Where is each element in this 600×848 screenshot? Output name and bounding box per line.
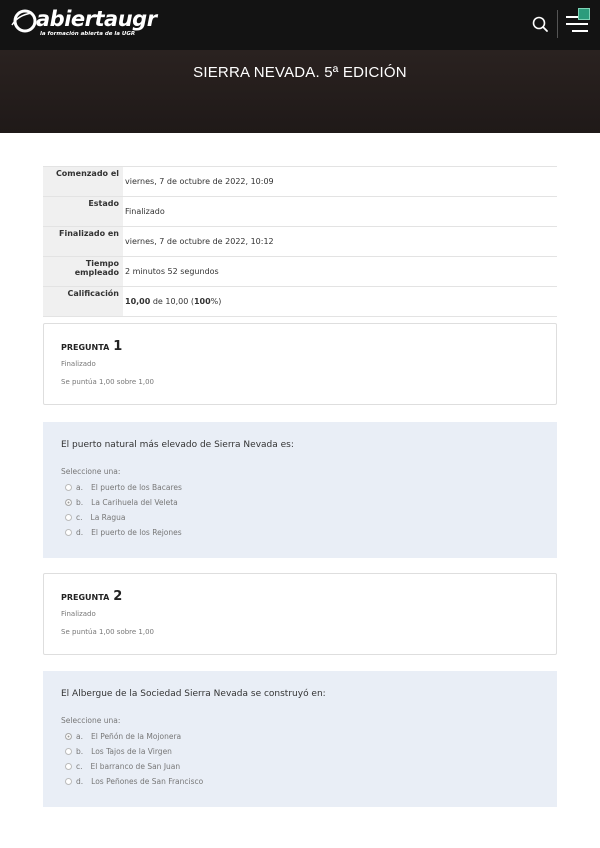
radio-checked-icon[interactable]	[65, 733, 72, 740]
option-text: El puerto de los Bacares	[90, 483, 182, 492]
summary-row-time-taken	[43, 257, 557, 287]
answer-prompt: Seleccione una:	[61, 467, 121, 476]
summary-row-state	[43, 197, 557, 227]
option-text: El barranco de San Juan	[90, 762, 181, 771]
option-text: La Carihuela del Veleta	[91, 498, 178, 507]
notification-badge-icon[interactable]	[578, 8, 590, 20]
question-info-box	[43, 573, 557, 655]
answer-option[interactable]	[65, 513, 125, 522]
question-number	[61, 589, 122, 604]
question-number	[61, 339, 122, 354]
summary-value: Finalizado	[125, 207, 165, 216]
question-number-value: 2	[113, 589, 123, 604]
question-grade: Se puntúa 1,00 sobre 1,00	[61, 378, 155, 386]
summary-row-started	[43, 167, 557, 197]
search-icon[interactable]	[530, 14, 550, 34]
radio-icon[interactable]	[65, 778, 72, 785]
grade-percent: 100	[193, 297, 211, 306]
navbar-divider	[557, 10, 558, 38]
logo-wordmark: abiertaugr	[36, 7, 157, 31]
answer-option[interactable]	[65, 483, 182, 492]
summary-value: 2 minutos 52 segundos	[125, 267, 219, 276]
answer-option[interactable]	[65, 762, 180, 771]
answer-option[interactable]	[65, 498, 178, 507]
page-title: SIERRA NEVADA. 5ª EDICIÓN	[193, 64, 407, 81]
question-label: PREGUNTA	[61, 593, 110, 602]
radio-icon[interactable]	[65, 763, 72, 770]
radio-checked-icon[interactable]	[65, 499, 72, 506]
option-letter: b.	[76, 747, 84, 756]
option-letter: c.	[76, 762, 83, 771]
question-number-value: 1	[113, 339, 123, 354]
summary-label: Tiempo empleado	[43, 257, 123, 286]
summary-row-grade	[43, 287, 557, 317]
question-content-box	[43, 671, 557, 807]
question-text: El Albergue de la Sociedad Sierra Nevada se construyó en:	[61, 689, 326, 699]
summary-label: Comenzado el	[43, 167, 123, 196]
option-text: El puerto de los Rejones	[91, 528, 182, 537]
radio-icon[interactable]	[65, 514, 72, 521]
option-letter: a.	[76, 483, 83, 492]
site-logo[interactable]	[10, 7, 157, 39]
top-navbar	[0, 0, 600, 50]
answer-option[interactable]	[65, 747, 172, 756]
summary-row-finished	[43, 227, 557, 257]
summary-value: viernes, 7 de octubre de 2022, 10:09	[125, 177, 274, 186]
option-letter: c.	[76, 513, 83, 522]
answer-option[interactable]	[65, 528, 182, 537]
answer-option[interactable]	[65, 777, 203, 786]
grade-score: 10,00	[125, 297, 151, 306]
option-letter: d.	[76, 777, 84, 786]
question-text: El puerto natural más elevado de Sierra Nevada es:	[61, 440, 294, 450]
summary-label: Finalizado en	[43, 227, 123, 256]
radio-icon[interactable]	[65, 748, 72, 755]
option-text: El Peñón de la Mojonera	[90, 732, 182, 741]
option-text: La Ragua	[90, 513, 126, 522]
radio-icon[interactable]	[65, 484, 72, 491]
grade-close: %)	[210, 297, 222, 306]
question-label: PREGUNTA	[61, 343, 110, 352]
option-letter: b.	[76, 498, 84, 507]
question-info-box	[43, 323, 557, 405]
summary-label: Calificación	[43, 287, 123, 316]
logo-tagline: la formación abierta de la UGR	[40, 31, 136, 37]
radio-icon[interactable]	[65, 529, 72, 536]
grade-of: de 10,00 (	[150, 297, 194, 306]
answer-option[interactable]	[65, 732, 181, 741]
option-letter: d.	[76, 528, 84, 537]
page-header-banner	[0, 50, 600, 133]
option-letter: a.	[76, 732, 83, 741]
summary-value	[125, 297, 221, 306]
question-state: Finalizado	[61, 610, 96, 618]
summary-value: viernes, 7 de octubre de 2022, 10:12	[125, 237, 274, 246]
option-text: Los Peñones de San Francisco	[91, 777, 204, 786]
attempt-summary-table	[43, 166, 557, 317]
answer-prompt: Seleccione una:	[61, 716, 121, 725]
question-grade: Se puntúa 1,00 sobre 1,00	[61, 628, 155, 636]
question-state: Finalizado	[61, 360, 96, 368]
option-text: Los Tajos de la Virgen	[91, 747, 172, 756]
question-content-box	[43, 422, 557, 558]
summary-label: Estado	[43, 197, 123, 226]
